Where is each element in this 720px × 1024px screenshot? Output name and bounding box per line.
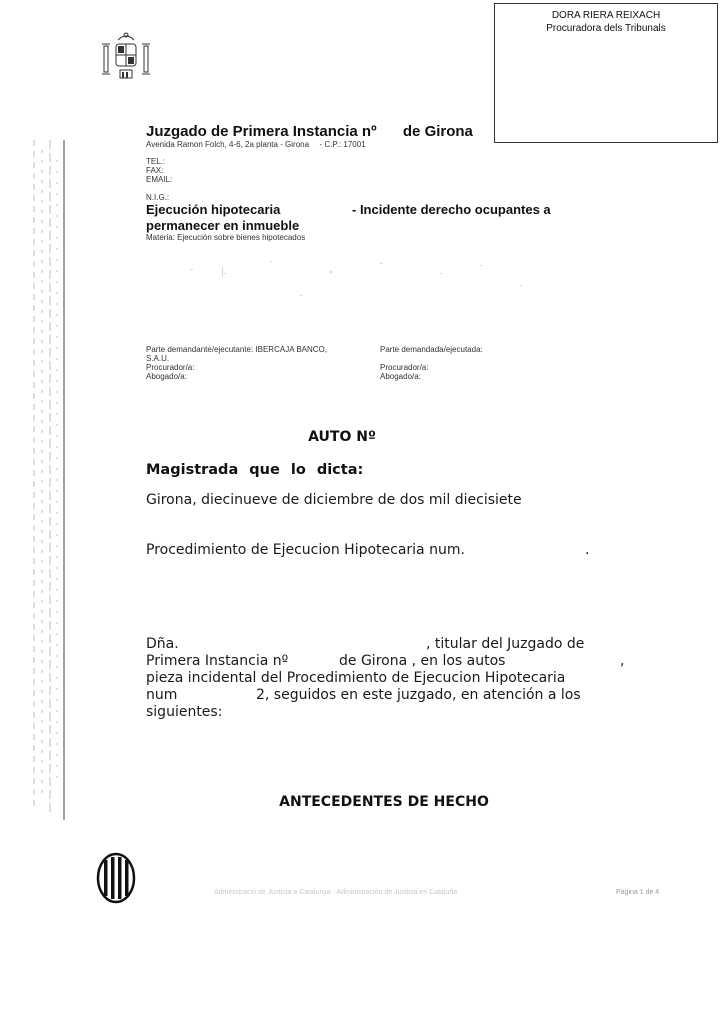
fax-label: FAX: xyxy=(146,166,164,175)
footer-faint-text: Administració de Justícia a Catalunya · Administración de Justicia en Cataluña xyxy=(214,889,458,896)
case-incident-line2: permanecer en inmueble xyxy=(146,218,300,233)
defendant-procurador: Procurador/a: xyxy=(380,363,429,372)
case-type: Ejecución hipotecaria xyxy=(146,202,281,217)
court-title xyxy=(146,123,473,140)
email-label: EMAIL: xyxy=(146,175,173,184)
auto-title: AUTO Nº xyxy=(308,429,376,445)
stamp-role: Procuradora dels Tribunals xyxy=(546,23,666,34)
para-l1b: , titular del Juzgado de xyxy=(426,636,585,652)
spain-coat-of-arms-logo xyxy=(96,30,156,86)
case-incident-line1: - Incidente derecho ocupantes a xyxy=(352,202,551,217)
para-l1a: Dña. xyxy=(146,636,179,652)
procedure-end: . xyxy=(585,542,590,558)
para-l4a: num xyxy=(146,687,178,703)
magistrate-line: Magistrada que lo dicta: xyxy=(146,462,364,478)
date-line: Girona, diecinueve de diciembre de dos mil diecisiete xyxy=(146,492,522,508)
procedure-line: Procedimiento de Ejecucion Hipotecaria num. xyxy=(146,542,465,558)
para-l2b: de Girona , en los autos xyxy=(339,653,506,669)
margin-verification-strip xyxy=(30,140,66,820)
defendant-abogado: Abogado/a: xyxy=(380,372,421,381)
page-number: Pàgina 1 de 4 xyxy=(616,889,660,896)
plaintiff-procurador: Procurador/a: xyxy=(146,363,195,372)
para-l3: pieza incidental del Procedimiento de Ejecucion Hipotecaria xyxy=(146,670,566,686)
para-l2a: Primera Instancia nº xyxy=(146,653,289,669)
stamp-name: DORA RIERA REIXACH xyxy=(551,10,661,21)
tel-label: TEL.: xyxy=(146,157,166,166)
plaintiff-abogado: Abogado/a: xyxy=(146,372,187,381)
court-postcode: - C.P.: 17001 xyxy=(319,140,366,149)
court-city: de Girona xyxy=(402,123,473,140)
procurator-stamp-box xyxy=(494,3,718,143)
court-title-text: Juzgado de Primera Instancia nº xyxy=(146,123,377,140)
generalitat-seal-logo xyxy=(96,852,136,904)
para-l4b: 2, seguidos en este juzgado, en atención a los xyxy=(256,687,581,703)
defendant-label: Parte demandada/ejecutada: xyxy=(380,345,483,354)
court-address xyxy=(146,140,366,149)
nig-label: N.I.G.: xyxy=(146,193,170,202)
court-address-text: Avenida Ramon Folch, 4-6, 2a planta - Girona xyxy=(146,140,310,149)
section-title: ANTECEDENTES DE HECHO xyxy=(279,794,489,810)
plaintiff-label: Parte demandante/ejecutante: IBERCAJA BANCO, xyxy=(146,345,327,354)
case-materia: Materia: Ejecución sobre bienes hipotecados xyxy=(146,233,306,242)
para-l2c: , xyxy=(620,653,625,669)
scan-noise-dots xyxy=(180,255,540,305)
plaintiff-cont: S.A.U. xyxy=(146,354,170,363)
para-l5: siguientes: xyxy=(146,704,223,720)
